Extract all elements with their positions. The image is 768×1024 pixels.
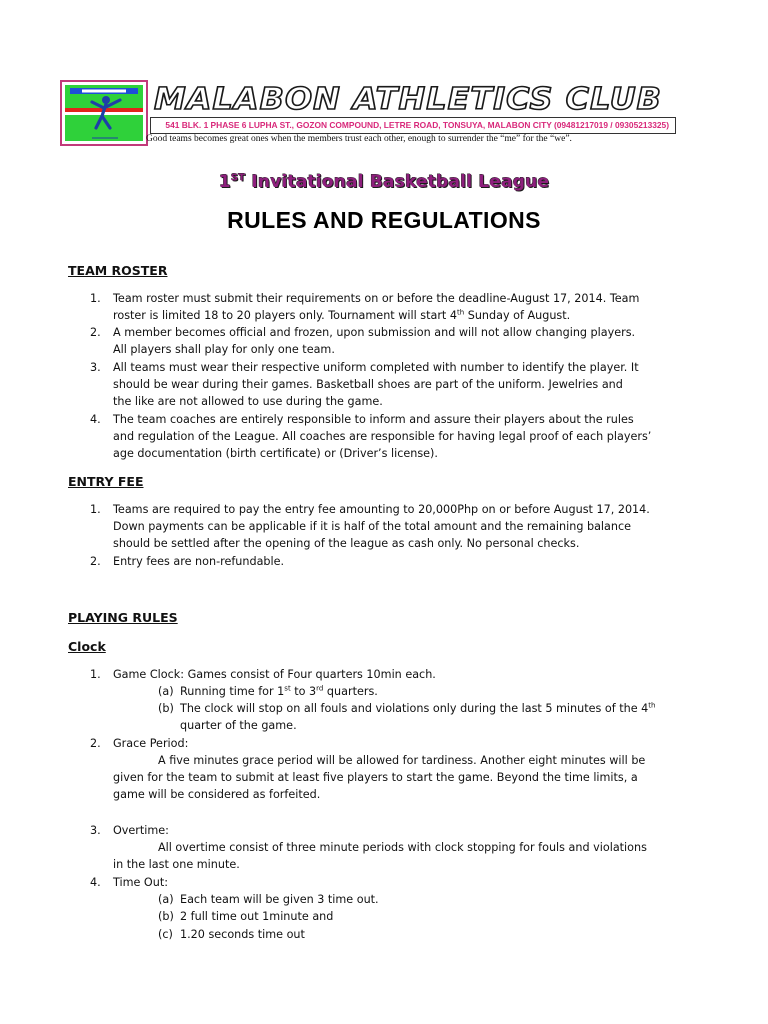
sub-list-item <box>158 700 700 734</box>
list-item <box>68 666 700 683</box>
text-line: game will be considered as forfeited. <box>113 788 321 801</box>
sub-list-item <box>158 683 700 700</box>
text-line: given for the team to submit at least five players to start the game. Beyond the time limits, a <box>113 771 638 784</box>
superscript: th <box>457 308 465 317</box>
text-span: Running time for 1 <box>180 685 285 698</box>
text-line: Teams are required to pay the entry fee amounting to 20,000Php on or before August 17, 2014. <box>113 503 650 516</box>
section-heading-playing-rules: PLAYING RULES <box>68 610 178 625</box>
text-span: Sunday of August. <box>464 309 571 322</box>
text-line: the like are not allowed to use during the game. <box>113 395 383 408</box>
list-item-label: Grace Period: <box>113 737 189 750</box>
text-line: A five minutes grace period will be allowed for tardiness. Another eight minutes will be <box>158 754 646 767</box>
superscript: st <box>284 684 291 693</box>
list-item <box>68 501 700 552</box>
text-line: All overtime consist of three minute periods with clock stopping for fouls and violations <box>158 841 647 854</box>
text-line: 2 full time out 1minute and <box>180 910 334 923</box>
sub-list-label: (c) <box>158 928 173 941</box>
sub-list-label: (a) <box>158 685 174 698</box>
text-line: should be wear during their games. Basketball shoes are part of the uniform. Jewelries and <box>113 378 623 391</box>
text-line: Entry fees are non-refundable. <box>113 555 285 568</box>
sub-list-item <box>158 908 700 925</box>
paragraph <box>113 752 700 803</box>
text-line: quarter of the game. <box>180 719 297 732</box>
list-number: 1. <box>90 503 101 516</box>
list-item <box>68 359 700 410</box>
text-line: All players shall play for only one team. <box>113 343 335 356</box>
list-item <box>68 735 700 752</box>
club-motto: Good teams becomes great ones when the members trust each other, enough to surrender the “me” for the “we”. <box>146 134 572 144</box>
section-heading-team-roster: TEAM ROSTER <box>68 263 168 278</box>
text-line <box>113 307 700 324</box>
text-line: 1.20 seconds time out <box>180 928 305 941</box>
sub-list-label: (b) <box>158 702 174 715</box>
list-number: 3. <box>90 361 101 374</box>
list-item <box>68 822 700 839</box>
sub-list-label: (b) <box>158 910 174 923</box>
text-line: Down payments can be applicable if it is half of the total amount and the remaining balance <box>113 520 632 533</box>
list-item <box>68 290 700 324</box>
document-title: RULES AND REGULATIONS <box>227 207 541 233</box>
list-number: 1. <box>90 292 101 305</box>
superscript: rd <box>316 684 324 693</box>
list-item-label: Time Out: <box>113 876 168 889</box>
text-line: should be settled after the opening of the league as cash only. No personal checks. <box>113 537 580 550</box>
text-line: The team coaches are entirely responsible to inform and assure their players about the rules <box>113 413 634 426</box>
list-item <box>68 411 700 462</box>
list-item <box>68 553 700 570</box>
superscript: th <box>648 701 656 710</box>
sub-list-item <box>158 926 700 943</box>
text-line: and regulation of the League. All coaches are responsible for having legal proof of each players’ <box>113 430 652 443</box>
league-title <box>0 172 768 192</box>
section-heading-entry-fee: ENTRY FEE <box>68 474 144 489</box>
league-ordinal: 1 <box>218 172 231 192</box>
paragraph <box>113 839 700 873</box>
text-line: Each team will be given 3 time out. <box>180 893 379 906</box>
text-line: All teams must wear their respective uniform completed with number to identify the player. It <box>113 361 639 374</box>
list-item <box>68 324 700 358</box>
text-line <box>180 683 700 700</box>
list-number: 2. <box>90 555 101 568</box>
list-number: 3. <box>90 824 101 837</box>
league-name: Invitational Basketball League <box>245 172 550 192</box>
text-line: A member becomes official and frozen, upon submission and will not allow changing players. <box>113 326 636 339</box>
text-span: The clock will stop on all fouls and violations only during the last 5 minutes of the 4 <box>180 702 649 715</box>
list-number: 4. <box>90 876 101 889</box>
sub-list-item <box>158 891 700 908</box>
club-name <box>150 76 670 120</box>
text-line: Team roster must submit their requirements on or before the deadline-August 17, 2014. Team <box>113 292 640 305</box>
text-line: age documentation (birth certificate) or (Driver’s license). <box>113 447 438 460</box>
text-span: to 3 <box>290 685 317 698</box>
league-ordinal-suffix: ST <box>230 172 246 184</box>
list-number: 4. <box>90 413 101 426</box>
club-logo <box>60 80 148 146</box>
subsection-heading-clock: Clock <box>68 639 106 654</box>
list-item <box>68 874 700 891</box>
text-line: in the last one minute. <box>113 858 240 871</box>
list-number: 2. <box>90 326 101 339</box>
text-line <box>180 700 700 717</box>
text-span: quarters. <box>323 685 378 698</box>
club-name-text: MALABON ATHLETICS CLUB <box>154 82 662 117</box>
text-span: roster is limited 18 to 20 players only. Tournament will start 4 <box>113 309 457 322</box>
list-item-label: Overtime: <box>113 824 169 837</box>
sub-list-label: (a) <box>158 893 174 906</box>
list-number: 2. <box>90 737 101 750</box>
text-line: Game Clock: Games consist of Four quarters 10min each. <box>113 668 436 681</box>
address-box: 541 BLK. 1 PHASE 6 LUPHA ST., GOZON COMPOUND, LETRE ROAD, TONSUYA, MALABON CITY (09481217019 / 09305213325) <box>150 117 676 134</box>
list-number: 1. <box>90 668 101 681</box>
